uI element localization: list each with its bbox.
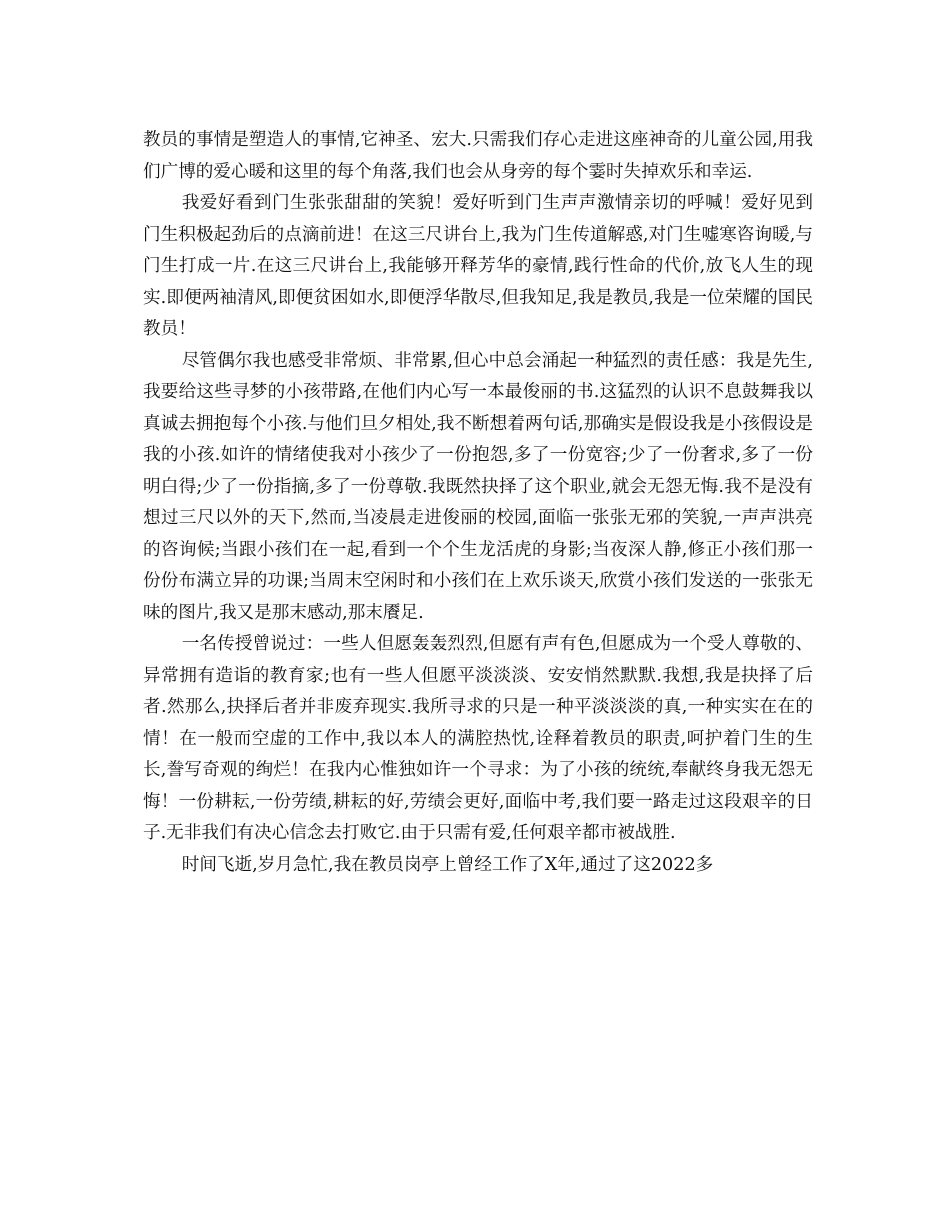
paragraph-5: 时间飞逝,岁月急忙,我在教员岗亭上曾经工作了X年,通过了这2022多 [181,854,714,875]
document-page [143,125,813,881]
paragraph-2: 我爱好看到门生张张甜甜的笑貌！爱好听到门生声声激情亲切的呼喊！爱好见到门生积极起劲后的点滴前进！在这三尺讲台上,我为门生传道解惑,对门生嘘寒咨询暖,与门生打成一片.在这三尺讲台上,我能够开释芳华的豪情,践行性命的代价,放飞人生的现实.即便两袖清风,即便贫困如水,即便浮华散尽,但我知足,我是教员,我是一位荣耀的国民教员！ [143,193,813,339]
paragraph-1: 教员的事情是塑造人的事情,它神圣、宏大.只需我们存心走进这座神奇的儿童公园,用我们广博的爱心暖和这里的每个角落,我们也会从身旁的每个霎时失掉欢乐和幸运. [143,130,813,182]
paragraph-3: 尽管偶尔我也感受非常烦、非常累,但心中总会涌起一种猛烈的责任感：我是先生,我要给这些寻梦的小孩带路,在他们内心写一本最俊丽的书.这猛烈的认识不息鼓舞我以真诚去拥抱每个小孩.与他们旦夕相处,我不断想着两句话,那确实是假设我是小孩假设是我的小孩.如许的情绪使我对小孩少了一份抱怨,多了一份宽容;少了一份奢求,多了一份明白得;少了一份指摘,多了一份尊敬.我既然抉择了这个职业,就会无怨无悔.我不是没有想过三尺以外的天下,然而,当凌晨走进俊丽的校园,面临一张张无邪的笑貌,一声声洪亮的咨询候;当跟小孩们在一起,看到一个个生龙活虎的身影;当夜深人静,修正小孩们那一份份布满立异的功课;当周末空闲时和小孩们在上欢乐谈天,欣赏小孩们发送的一张张无味的图片,我又是那末感动,那末餍足. [143,350,813,623]
paragraph-4: 一名传授曾说过：一些人但愿轰轰烈烈,但愿有声有色,但愿成为一个受人尊敬的、异常拥有造诣的教育家;也有一些人但愿平淡淡淡、安安悄然默默.我想,我是抉择了后者.然那么,抉择后者并非废弃现实.我所寻求的只是一种平淡淡淡的真,一种实实在在的情！在一般而空虚的工作中,我以本人的满腔热忱,诠释着教员的职责,呵护着门生的生长,誊写奇观的绚烂！在我内心惟独如许一个寻求：为了小孩的统统,奉献终身我无怨无悔！一份耕耘,一份劳绩,耕耘的好,劳绩会更好,面临中考,我们要一路走过这段艰辛的日子.无非我们有决心信念去打败它.由于只需有爱,任何艰辛都市被战胜. [143,634,813,843]
